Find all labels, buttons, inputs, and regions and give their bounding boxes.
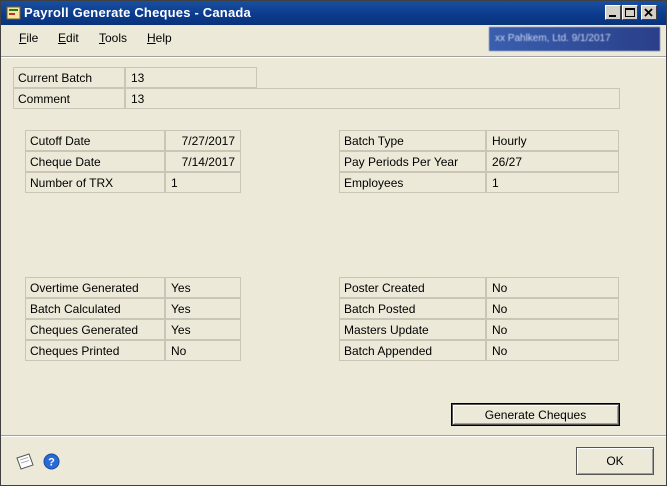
masters-update-label: Masters Update	[339, 319, 486, 340]
generate-cheques-button[interactable]: Generate Cheques	[452, 404, 619, 425]
title-bar[interactable]	[1, 1, 666, 25]
number-of-trx-value: 1	[165, 172, 241, 193]
batch-appended-value: No	[486, 340, 619, 361]
menu-tools-accel: T	[99, 31, 105, 45]
cutoff-date-label: Cutoff Date	[25, 130, 165, 151]
batch-type-value: Hourly	[486, 130, 619, 151]
minimize-icon	[606, 6, 620, 19]
number-of-trx-label: Number of TRX	[25, 172, 165, 193]
footer	[1, 439, 666, 485]
close-button[interactable]	[641, 5, 657, 20]
maximize-button[interactable]	[622, 5, 638, 20]
cutoff-date-value: 7/27/2017	[165, 130, 241, 151]
comment-value: 13	[125, 88, 620, 109]
menu-file-label: ile	[26, 31, 39, 45]
batch-posted-label: Batch Posted	[339, 298, 486, 319]
menu-help-accel: H	[147, 31, 156, 45]
current-batch-value: 13	[125, 67, 257, 88]
app-icon	[6, 5, 22, 21]
poster-created-value: No	[486, 277, 619, 298]
window-title: Payroll Generate Cheques - Canada	[24, 5, 251, 20]
help-icon[interactable]	[43, 453, 60, 470]
batch-type-label: Batch Type	[339, 130, 486, 151]
company-info: xx Pahlkem, Ltd. 9/1/2017	[489, 27, 660, 51]
batch-calculated-label: Batch Calculated	[25, 298, 165, 319]
cheques-printed-label: Cheques Printed	[25, 340, 165, 361]
separator	[1, 56, 666, 58]
ok-button[interactable]: OK	[576, 447, 654, 475]
content-area	[1, 53, 666, 433]
menu-help-label: elp	[155, 31, 172, 45]
menu-file[interactable]	[19, 31, 38, 45]
menu-edit[interactable]	[58, 31, 79, 45]
batch-calculated-value: Yes	[165, 298, 241, 319]
pay-periods-value: 26/27	[486, 151, 619, 172]
cheques-printed-value: No	[165, 340, 241, 361]
menu-tools[interactable]	[99, 31, 127, 45]
cheques-generated-label: Cheques Generated	[25, 319, 165, 340]
masters-update-value: No	[486, 319, 619, 340]
maximize-icon	[623, 6, 637, 19]
cheque-date-label: Cheque Date	[25, 151, 165, 172]
employees-value: 1	[486, 172, 619, 193]
note-icon[interactable]	[14, 452, 36, 472]
cheques-generated-value: Yes	[165, 319, 241, 340]
batch-posted-value: No	[486, 298, 619, 319]
pay-periods-label: Pay Periods Per Year	[339, 151, 486, 172]
menu-edit-label: dit	[66, 31, 79, 45]
comment-label: Comment	[13, 88, 125, 109]
current-batch-label: Current Batch	[13, 67, 125, 88]
overtime-generated-label: Overtime Generated	[25, 277, 165, 298]
batch-appended-label: Batch Appended	[339, 340, 486, 361]
poster-created-label: Poster Created	[339, 277, 486, 298]
overtime-generated-value: Yes	[165, 277, 241, 298]
svg-text:?: ?	[48, 456, 55, 469]
employees-label: Employees	[339, 172, 486, 193]
footer-separator	[1, 435, 666, 437]
menu-file-accel: F	[19, 31, 27, 45]
menu-help[interactable]	[147, 31, 172, 45]
close-icon	[642, 6, 656, 19]
menu-tools-label: ools	[105, 31, 128, 45]
minimize-button[interactable]	[605, 5, 621, 20]
cheque-date-value: 7/14/2017	[165, 151, 241, 172]
menu-edit-accel: E	[58, 31, 67, 45]
